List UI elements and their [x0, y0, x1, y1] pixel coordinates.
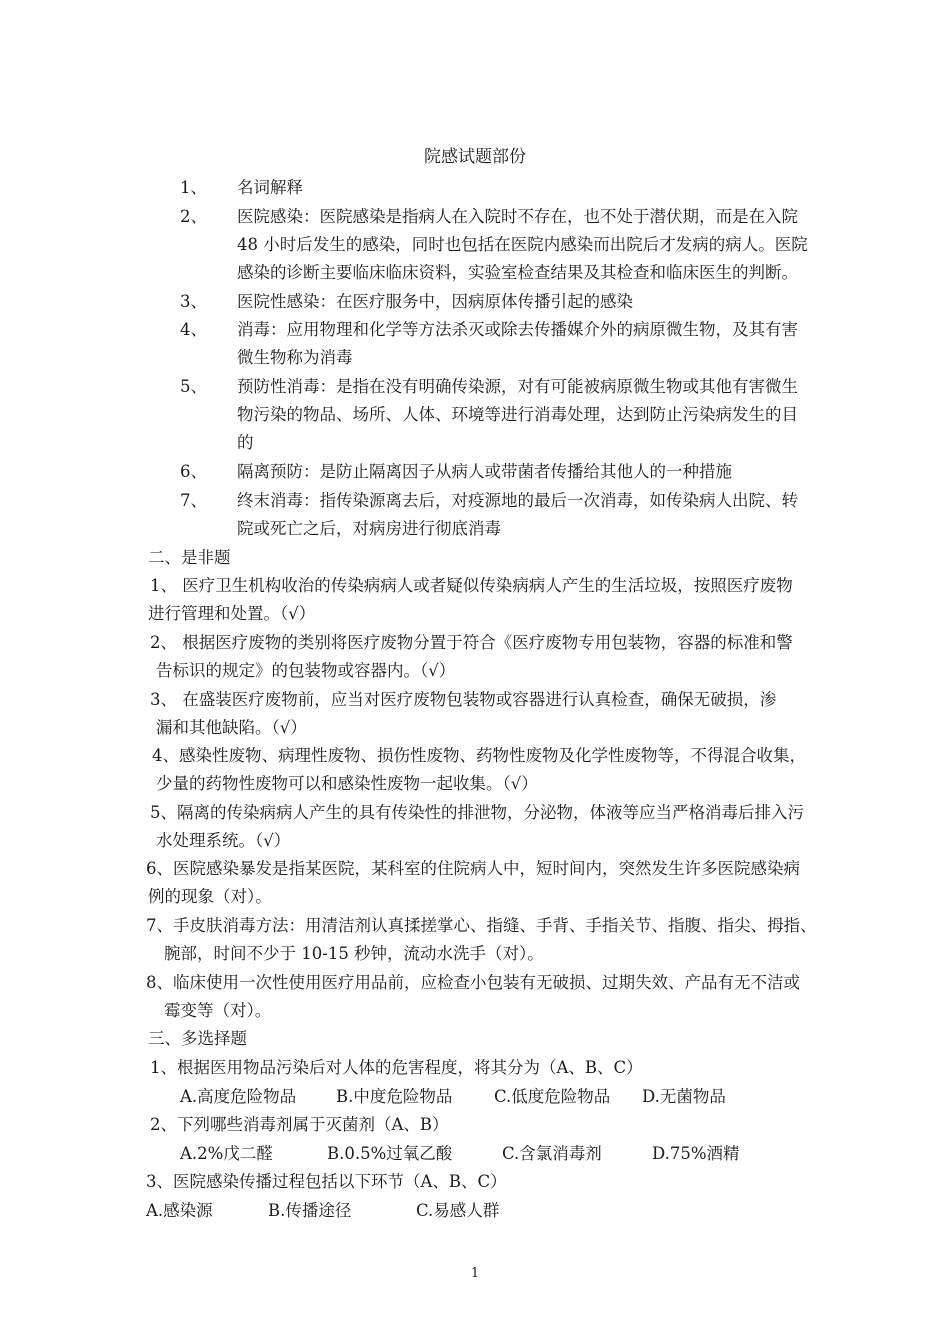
item-text: 物污染的物品、场所、人体、环境等进行消毒处理，达到防止污染病发生的目 [237, 405, 798, 424]
section-heading: 二、是非题 [148, 548, 231, 567]
question-text: 8、临床使用一次性使用医疗用品前，应检查小包装有无破损、过期失效、产品有无不洁或 [146, 973, 800, 992]
item-number: 4、 [180, 320, 207, 339]
option-d: D.无菌物品 [642, 1087, 726, 1106]
option-b: B.中度危险物品 [336, 1087, 453, 1106]
question-text: 告标识的规定》的包装物或容器内。（√） [156, 661, 456, 680]
item-number: 7、 [180, 491, 207, 510]
page-number: 1 [470, 1266, 480, 1281]
item-text: 名词解释 [237, 178, 303, 197]
option-b: B.0.5%过氧乙酸 [327, 1144, 453, 1163]
question-text: 2、下列哪些消毒剂属于灭菌剂（A、B） [150, 1115, 449, 1134]
question-text: 6、医院感染暴发是指某医院，某科室的住院病人中，短时间内，突然发生许多医院感染病 [146, 859, 800, 878]
item-number: 3、 [180, 292, 207, 311]
question-text: 1、根据医用物品污染后对人体的危害程度，将其分为（A、B、C） [150, 1058, 643, 1077]
question-text: 例的现象（对）。 [148, 887, 272, 906]
item-text: 微生物称为消毒 [237, 348, 353, 367]
section-heading: 三、多选择题 [148, 1029, 247, 1048]
item-text: 感染的诊断主要临床临床资料，实验室检查结果及其检查和临床医生的判断。 [237, 263, 798, 282]
option-d: D.75%酒精 [652, 1144, 740, 1163]
item-number: 6、 [180, 462, 207, 481]
question-text: 腕部，时间不少于 10-15 秒钟，流动水洗手（对）。 [164, 944, 544, 963]
question-text: 2、 根据医疗废物的类别将医疗废物分置于符合《医疗废物专用包装物，容器的标准和警 [150, 633, 793, 652]
option-b: B.传播途径 [268, 1201, 352, 1220]
question-text: 进行管理和处置。（√） [148, 604, 316, 623]
page-title: 院感试题部份 [424, 147, 526, 167]
option-c: C.含氯消毒剂 [502, 1144, 602, 1163]
item-text: 48 小时后发生的感染，同时也包括在医院内感染而出院后才发病的病人。医院 [237, 235, 808, 254]
item-text: 的 [237, 433, 254, 452]
item-text: 医院性感染：在医疗服务中，因病原体传播引起的感染 [237, 292, 633, 311]
item-number: 5、 [180, 377, 207, 396]
item-text: 终末消毒：指传染源离去后，对疫源地的最后一次消毒，如传染病人出院、转 [237, 491, 798, 510]
question-text: 霉变等（对）。 [164, 1001, 272, 1020]
item-number: 2、 [180, 207, 207, 226]
question-text: 少量的药物性废物可以和感染性废物一起收集。（√） [156, 774, 538, 793]
question-text: 1、 医疗卫生机构收治的传染病病人或者疑似传染病病人产生的生活垃圾，按照医疗废物 [150, 576, 793, 595]
question-text: 漏和其他缺陷。（√） [156, 718, 307, 737]
item-number: 1、 [180, 178, 207, 197]
item-text: 消毒：应用物理和化学等方法杀灭或除去传播媒介外的病原微生物，及其有害 [237, 320, 798, 339]
question-text: 3、医院感染传播过程包括以下环节（A、B、C） [146, 1172, 507, 1191]
item-text: 预防性消毒：是指在没有明确传染源，对有可能被病原微生物或其他有害微生 [237, 377, 798, 396]
option-a: A.高度危险物品 [180, 1087, 297, 1106]
question-text: 水处理系统。（√） [156, 831, 291, 850]
question-text: 3、 在盛装医疗废物前，应当对医疗废物包装物或容器进行认真检查，确保无破损，渗 [150, 690, 777, 709]
option-a: A.2%戊二醛 [180, 1144, 273, 1163]
item-text: 隔离预防：是防止隔离因子从病人或带菌者传播给其他人的一种措施 [237, 462, 732, 481]
option-a: A.感染源 [146, 1201, 213, 1220]
question-text: 7、手皮肤消毒方法：用清洁剂认真揉搓掌心、指缝、手背、手指关节、指腹、指尖、拇指、 [146, 916, 817, 935]
question-text: 5、隔离的传染病病人产生的具有传染性的排泄物，分泌物，体液等应当严格消毒后排入污 [150, 803, 804, 822]
item-text: 院或死亡之后，对病房进行彻底消毒 [237, 519, 501, 538]
question-text: 4、感染性废物、病理性废物、损伤性废物、药物性废物及化学性废物等，不得混合收集， [152, 746, 806, 765]
option-c: C.易感人群 [416, 1201, 500, 1220]
option-c: C.低度危险物品 [494, 1087, 611, 1106]
item-text: 医院感染：医院感染是指病人在入院时不存在，也不处于潜伏期，而是在入院 [237, 207, 798, 226]
